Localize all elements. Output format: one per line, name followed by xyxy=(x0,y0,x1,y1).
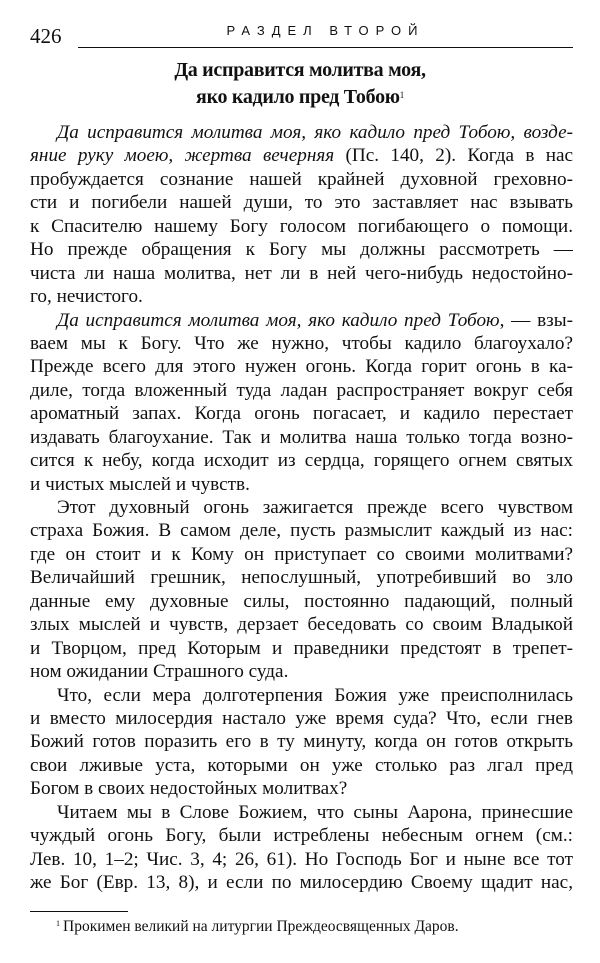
text-line xyxy=(30,637,573,660)
text-line xyxy=(30,168,573,191)
line-text: Этот духовный огонь зажигается прежде всего чувством xyxy=(57,497,573,518)
text-line xyxy=(30,519,573,542)
line-text: Лев. 10, 1–2; Чис. 3, 4; 26, 61). Но Господь Бог и ныне все тот xyxy=(30,848,573,870)
title-line-2-text: яко кадило пред Тобою xyxy=(196,86,400,108)
text-line xyxy=(30,402,573,425)
title-line-2 xyxy=(0,84,600,111)
text-line xyxy=(30,871,573,894)
line-text: ароматный запах. Когда огонь погасает, и кадило перестает xyxy=(30,403,573,425)
line-text: Что, если мера долготерпения Божия уже преисполнилась xyxy=(57,684,573,706)
text-line xyxy=(30,379,573,402)
footnote xyxy=(56,918,459,936)
text-line xyxy=(30,566,573,589)
line-text: и вместо милосердия настало уже время суда? Что, если гнев xyxy=(30,707,573,729)
footnote-divider xyxy=(30,911,128,912)
text-line xyxy=(30,332,573,355)
text-line xyxy=(30,754,573,777)
line-text: го, нечистого. xyxy=(30,286,143,308)
line-text: пробуждается сознание нашей крайней духовной греховно- xyxy=(30,168,573,190)
running-header: РАЗДЕЛ ВТОРОЙ xyxy=(78,22,573,48)
footnote-text: Прокимен великий на литургии Преждеосвященных Даров. xyxy=(63,918,459,935)
text-line xyxy=(30,660,573,683)
line-text: ном ожидании Страшного суда. xyxy=(30,661,289,683)
text-line xyxy=(30,309,573,332)
text-line xyxy=(30,730,573,753)
text-line xyxy=(30,496,573,519)
text-line xyxy=(30,613,573,636)
line-text: издавать благоухание. Так и молитва наша только тогда возно- xyxy=(30,426,573,448)
line-text: , — взы- xyxy=(499,309,573,331)
line-text: ваем мы к Богу. Что же нужно, чтобы кадило благоухало? xyxy=(30,332,573,354)
text-line xyxy=(30,801,573,824)
line-text: чиста ли наша молитва, нет ли в ней чего-нибудь недостойно- xyxy=(30,262,573,284)
text-line xyxy=(30,285,573,308)
body-text xyxy=(30,121,573,894)
line-text: где он стоит и к Кому он приступает со своими молитвами? xyxy=(30,543,573,565)
text-line xyxy=(30,684,573,707)
line-text: диле, тогда вложенный туда ладан распространяет вокруг себя xyxy=(30,379,573,401)
scripture-quote: Да исправится молитва моя, яко кадило пред Тобою, возде- xyxy=(57,122,573,143)
line-text: же Бог (Евр. 13, 8), и если по милосердию Своему щадит нас, xyxy=(30,872,573,893)
text-line xyxy=(30,262,573,285)
text-line xyxy=(30,449,573,472)
line-text: Богом в своих недостойных молитвах? xyxy=(30,778,348,800)
line-text: Божий готов поразить его в ту минуту, когда он готов открыть xyxy=(30,731,573,753)
line-text: злых мыслей и чувств, дерзает беседовать со своим Владыкой xyxy=(30,614,573,636)
line-text: Читаем мы в Слове Божием, что сыны Аарона, принесшие xyxy=(57,801,573,823)
text-line xyxy=(30,144,573,167)
scripture-quote: яние руку моею, жертва вечерняя xyxy=(30,145,335,167)
text-line xyxy=(30,426,573,449)
line-text: Но прежде обращения к Богу мы должны рассмотреть — xyxy=(30,239,573,261)
text-line xyxy=(30,824,573,847)
line-text: данные ему духовные силы, постоянно падающий, полный xyxy=(30,590,573,612)
text-line xyxy=(30,473,573,496)
page-number: 426 xyxy=(30,24,62,48)
scripture-quote: Да исправится молитва моя, яко кадило пред Тобою xyxy=(57,309,500,331)
line-text: сти и погибели нашей души, то это заставляет нас взывать xyxy=(30,192,573,214)
line-text: сится к небу, когда исходит из сердца, горящего огнем святых xyxy=(30,450,573,472)
footnote-reference: 1 xyxy=(399,90,404,100)
footnote-mark: 1 xyxy=(56,919,60,928)
line-text: чуждый огонь Богу, были истреблены небесным огнем (см.: xyxy=(30,825,573,847)
text-line xyxy=(30,238,573,261)
text-line xyxy=(30,543,573,566)
line-text: к Спасителю нашему Богу голосом погибающего о помощи. xyxy=(30,215,573,237)
line-text: и чистых мыслей и чувств. xyxy=(30,473,250,495)
text-line xyxy=(30,121,573,144)
line-text: и Творцом, пред Которым и праведники предстоят в трепет- xyxy=(30,637,573,659)
line-text: Величайший грешник, непослушный, употребивший во зло xyxy=(30,567,573,589)
line-text: (Пс. 140, 2). Когда в нас xyxy=(334,145,573,167)
text-line xyxy=(30,777,573,800)
text-line xyxy=(30,707,573,730)
text-line xyxy=(30,355,573,378)
section-title xyxy=(0,57,600,111)
text-line xyxy=(30,191,573,214)
title-line-1: Да исправится молитва моя, xyxy=(174,59,426,81)
line-text: свои лживые уста, которыми он уже столько раз лгал пред xyxy=(30,754,573,776)
text-line xyxy=(30,215,573,238)
text-line xyxy=(30,590,573,613)
line-text: Прежде всего для этого нужен огонь. Когда горит огонь в ка- xyxy=(30,356,573,378)
line-text: страха Божия. В самом деле, пусть размыслит каждый из нас: xyxy=(30,520,573,542)
text-line xyxy=(30,848,573,871)
